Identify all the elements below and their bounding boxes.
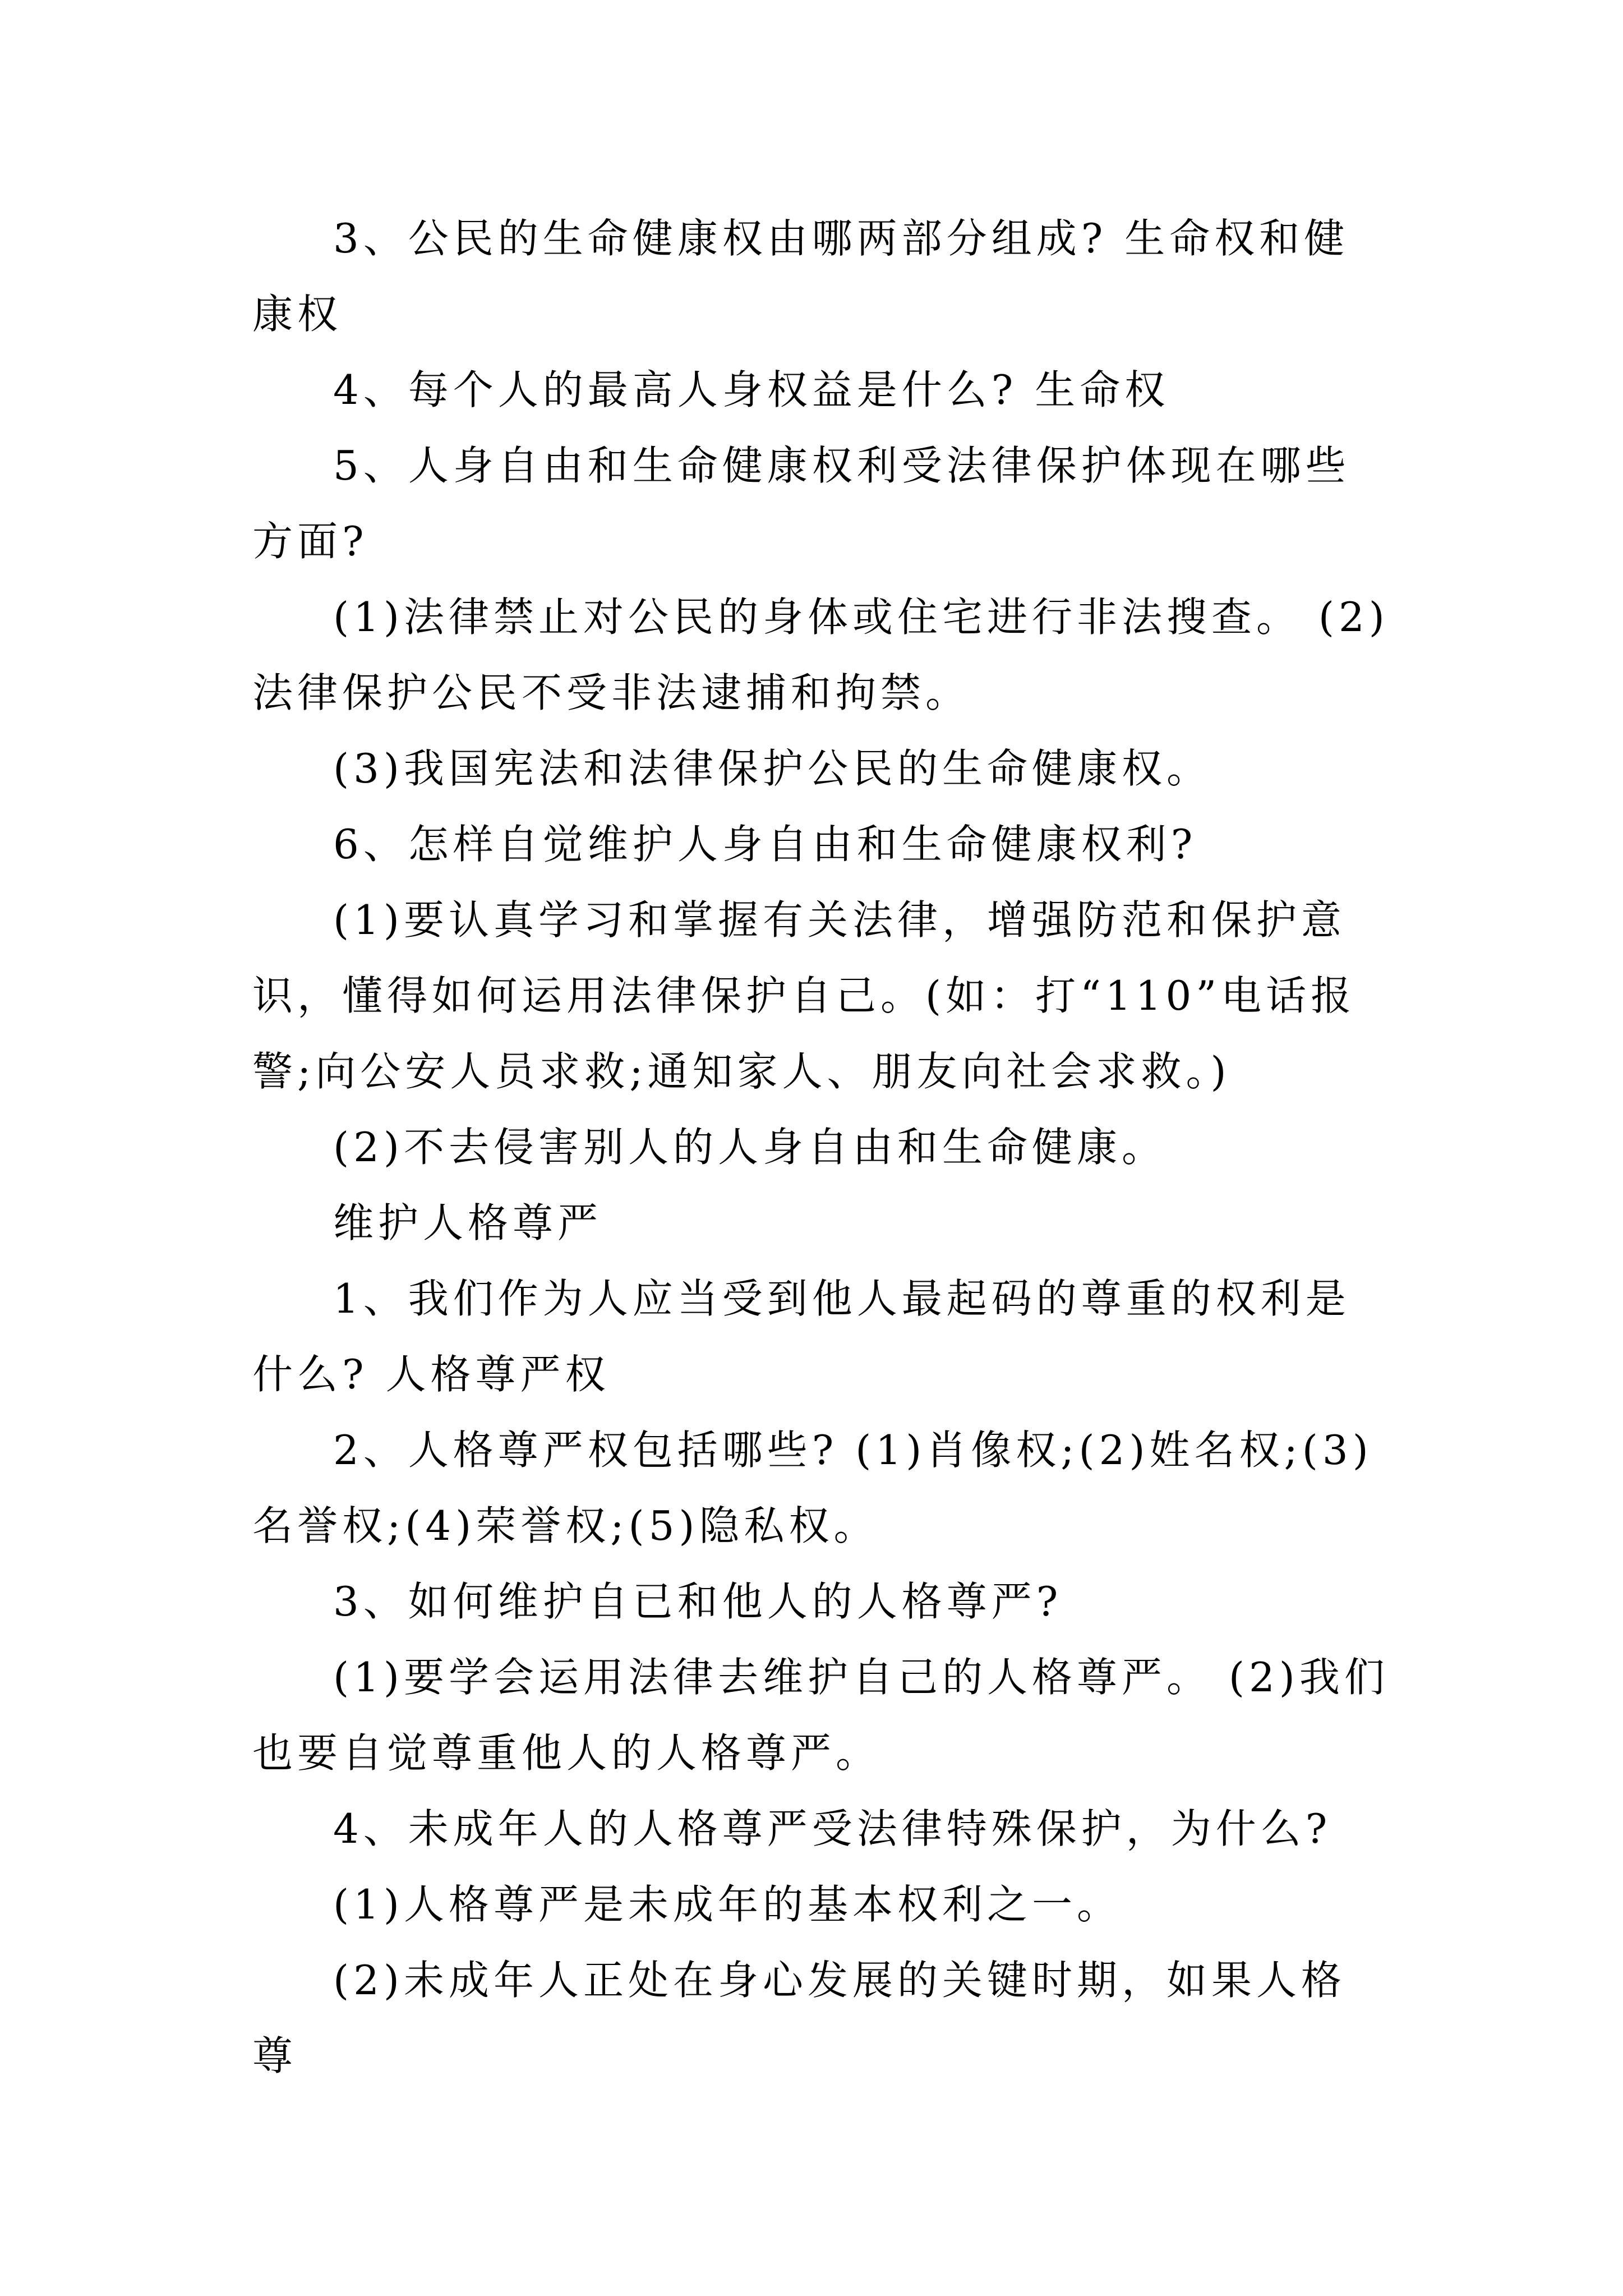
paragraph-answer-no-infringe: (2)不去侵害别人的人身自由和生命健康。 <box>333 1124 1166 1171</box>
paragraph-answer-key-period: (2)未成年人正处在身心发展的关键时期，如果人格尊 <box>252 1957 1346 2079</box>
section-heading-dignity: 维护人格尊严 <box>333 1199 603 1246</box>
paragraph-answer-1-2: (1)法律禁止对公民的身体或住宅进行非法搜查。 (2)法律保护公民不受非法逮捕和拘禁。 <box>252 593 1389 716</box>
paragraph-q4-minors-protection: 4、未成年人的人格尊严受法律特殊保护，为什么? <box>333 1805 1332 1852</box>
paragraph-q4-highest-right: 4、每个人的最高人身权益是什么? 生命权 <box>333 366 1170 413</box>
paragraph-answer-learn-law: (1)要认真学习和掌握有关法律，增强防范和保护意识，懂得如何运用法律保护自己。(如：打“110”电话报警;向公安人员求救;通知家人、朋友向社会求救。) <box>252 896 1356 1095</box>
paragraph-answer-use-law: (1)要学会运用法律去维护自己的人格尊严。 (2)我们也要自觉尊重他人的人格尊严。 <box>252 1654 1389 1777</box>
paragraph-answer-basic-right: (1)人格尊严是未成年的基本权利之一。 <box>333 1881 1122 1928</box>
paragraph-q3-life-health-right: 3、公民的生命健康权由哪两部分组成? 生命权和健康权 <box>252 215 1349 338</box>
paragraph-q3-maintain-dignity: 3、如何维护自已和他人的人格尊严? <box>333 1578 1063 1625</box>
paragraph-answer-3: (3)我国宪法和法律保护公民的生命健康权。 <box>333 745 1211 792</box>
document-body <box>252 201 1390 2094</box>
paragraph-q5-legal-protection: 5、人身自由和生命健康权利受法律保护体现在哪些方面? <box>252 442 1350 565</box>
paragraph-q2-dignity-includes: 2、人格尊严权包括哪些? (1)肖像权;(2)姓名权;(3)名誉权;(4)荣誉权;(5)隐私权。 <box>252 1427 1373 1549</box>
paragraph-q6-self-protection: 6、怎样自觉维护人身自由和生命健康权利? <box>333 821 1197 868</box>
paragraph-q1-dignity-right: 1、我们作为人应当受到他人最起码的尊重的权利是什么? 人格尊严权 <box>252 1275 1350 1398</box>
